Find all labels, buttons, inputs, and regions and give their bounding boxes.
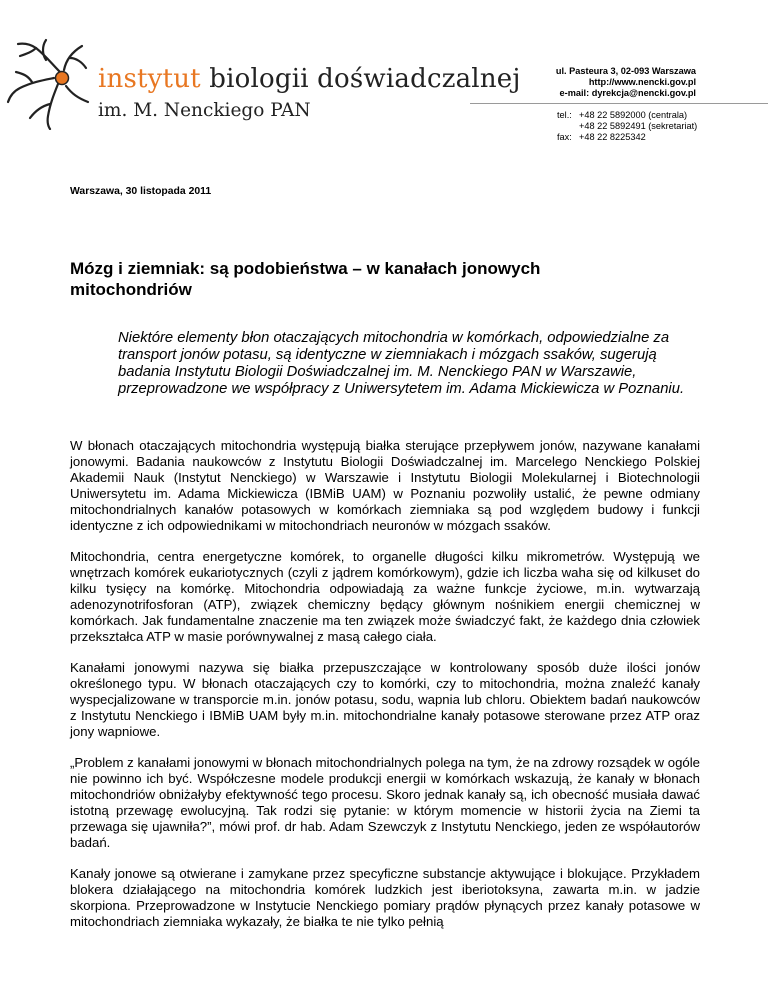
- neuron-logo-icon: [6, 34, 106, 130]
- header-divider: [470, 103, 768, 104]
- body-paragraph: Mitochondria, centra energetyczne komórek, to organelle długości kilku mikrometrów. Występują we wnętrzach komórek eukariotycznych (czyli z jądrem komórkowym), gdzie ich liczba waha się od kilkuset do kilku tysięcy na komórkę. Mitochondria odpowiadają za ważne funkcje życiowe, m.in. wytwarzają adenozynotrifosforan (ATP), związek chemiczny będący głównym nośnikiem energii chemicznej w komórkach. Jak fundamentalne znaczenie ma ten związek może świadczyć fakt, że każdego dnia człowiek przekształca ATP w masie porównywalnej z masą całego ciała.: [70, 549, 700, 644]
- address-email-link[interactable]: e-mail: dyrekcja@nencki.gov.pl: [559, 88, 696, 98]
- institute-name-rest: biologii doświadczalnej: [209, 64, 521, 94]
- contact-value: +48 22 5892491 (sekretariat): [579, 121, 698, 131]
- address-website-link[interactable]: http://www.nencki.gov.pl: [588, 77, 696, 87]
- document-lead: Niektóre elementy błon otaczających mitochondria w komórkach, odpowiedzialne za transport jonów potasu, są identyczne w ziemniakach i mózgach ssaków, sugerują badania Instytutu Biologii Doświadczalnej im. M. Nenckiego PAN w Warszawie, przeprowadzone we współpracy z Uniwersytetem im. Adama Mickiewicza w Poznaniu.: [118, 330, 685, 397]
- contact-label: tel.:: [557, 110, 572, 120]
- contact-row: [557, 121, 697, 132]
- address-block: [556, 66, 696, 99]
- contact-value: +48 22 8225342: [579, 132, 646, 142]
- contact-value: +48 22 5892000 (centrala): [579, 110, 688, 120]
- contact-row: [557, 132, 697, 143]
- document-title: Mózg i ziemniak: są podobieństwa – w kanałach jonowych mitochondriów: [70, 259, 541, 299]
- institute-name-accent: instytut: [98, 64, 201, 94]
- body-paragraph: W błonach otaczających mitochondria występują białka sterujące przepływem jonów, nazywane kanałami jonowymi. Badania naukowców z Instytutu Biologii Doświadczalnej im. Marcelego Nenckiego Polskiej Akademii Nauk (Instytut Nenckiego) w Warszawie i Instytutu Biologii Molekularnej i Biotechnologii Uniwersytetu im. Adama Mickiewicza (IBMiB UAM) w Poznaniu pozwoliły ustalić, że pewne odmiany mitochondrialnych kanałów potasowych w komórkach ziemniaka są pod względem budowy i funkcji identyczne z ich odpowiednikami w mitochondriach neuronów w mózgach ssaków.: [70, 438, 700, 533]
- institute-logo[interactable]: [6, 34, 521, 130]
- institute-patron: im. M. Nenckiego PAN: [98, 100, 311, 121]
- contact-row: [557, 110, 697, 121]
- contact-block: [557, 110, 697, 143]
- body-paragraph: Kanałami jonowymi nazywa się białka przepuszczające w kontrolowany sposób duże ilości jonów określonego typu. W błonach otaczających czy to komórki, czy to mitochondria, można znaleźć kanały wyspecjalizowane w transporcie m.in. jonów potasu, sodu, wapnia lub chloru. Obiektem badań naukowców z Instytutu Nenckiego i IBMiB UAM były m.in. mitochondrialne kanały potasowe sterowane przez ATP oraz jony wapniowe.: [70, 660, 700, 739]
- document-body: [70, 438, 700, 945]
- institute-name: [98, 64, 521, 94]
- document-date: Warszawa, 30 listopada 2011: [70, 186, 212, 197]
- contact-label: [557, 121, 579, 132]
- address-street: ul. Pasteura 3, 02-093 Warszawa: [555, 66, 696, 76]
- body-paragraph: „Problem z kanałami jonowymi w błonach mitochondrialnych polega na tym, że na zdrowy rozsądek w ogóle nie powinno ich być. Współczesne modele produkcji energii w komórkach wskazują, że kanały w błonach mitochondriów obniżałyby efektywność tego procesu. Skoro jednak kanały są, ich obecność musiała dawać istotną przewagę ewolucyjną. Tak rodzi się pytanie: w którym momencie w historii życia na Ziemi ta przewaga się ujawniła?”, mówi prof. dr hab. Adam Szewczyk z Instytutu Nenckiego, jeden ze współautorów badań.: [70, 755, 700, 850]
- body-paragraph: Kanały jonowe są otwierane i zamykane przez specyficzne substancje aktywujące i blokujące. Przykładem blokera działającego na mitochondria komórek ludzkich jest iberiotoksyna, zawarta m.in. w jadzie skorpiona. Przeprowadzone w Instytucie Nenckiego pomiary prądów płynących przez kanały potasowe w mitochondriach ziemniaka wykazały, że białka te nie tylko pełnią: [70, 866, 700, 929]
- contact-label: fax:: [557, 132, 572, 142]
